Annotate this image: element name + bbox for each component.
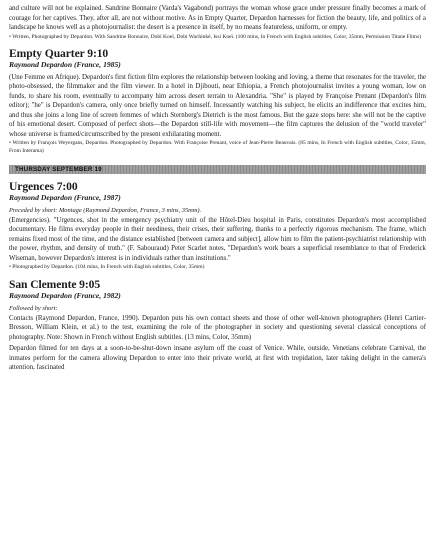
film-credits: • Written by François Weyergans, Depardon. Photographed by Depardon. With Françoise Prenant, voice of Jean-Pierre Beauvais. (85 mins, In French with English subtitles, Color, 35mm, From Interama) — [9, 140, 426, 154]
date-banner: THURSDAY SEPTEMBER 19 — [9, 165, 426, 174]
film-entry-san-clemente — [9, 278, 426, 373]
film-director-line: Raymond Depardon (France, 1987) — [9, 192, 121, 202]
film-description: (Une Femme en Afrique). Depardon's first fiction film explores the relationship between looking and loving, a theme that resonates for the traveler, the photo-obsessed, the filmmaker and the film viewer. In a hotel in Djibouti, near Ethiopia, a French photojournalist invites a young woman, low on funds, to share his room, eventually to accompany him across desert terrain to Alexandria. "She" is played by Françoise Prenant (Depardon's film editor); "he" is Depardon's camera, only once briefly turned on himself. Incessantly watching his subject, he elicits an indifference that excites him, and thus she joins a long line of screen femmes of which Sternberg's Dietrich is the most famous. But the gaze stops here: she will not be the captive of his emotional desert. Composed of perfect shots—the Depardon still-life with movement—the film captures the delusion of the "world traveler" whose universe is framed/circumscribed by the present exhilarating moment. — [9, 73, 426, 138]
intro-section — [9, 4, 426, 41]
film-title: San Clemente 9:05 — [9, 277, 101, 291]
intro-credits: • Written, Photographed by Depardon. With Sandrine Bonnaire, Dobi Koeï, Dobi Wachinké, Issi Koeï. (100 mins, In French with English subtitles, Color, 35mm, Permission Titane Films) — [9, 33, 421, 40]
film-credits: • Photographed by Depardon. (104 mins, In French with English subtitles, Color, 35mm) — [9, 264, 205, 271]
film-title: Urgences 7:00 — [9, 179, 78, 193]
film-title: Empty Quarter 9:10 — [9, 46, 109, 60]
film-director-line: Raymond Depardon (France, 1982) — [9, 290, 121, 300]
followed-by-note: Followed by short: — [9, 304, 58, 312]
film-entry-empty-quarter — [9, 47, 426, 155]
film-description: (Emergencies). "Urgences, shot in the emergency psychiatry unit of the Hôtel-Dieu hospital in Paris, constitutes Depardon's most accomplished documentary. He films everyday people in their neediness, their crises, their suffering, thanks to a perfectly rigorous mechanism. The frame, which remains fixed most of the time, and the distance established [between camera and subject], allow him to film the patient-psychiatrist relationship with the power, rhythm, and density of truth." (F. Sabouraud) Peter Scarlet notes, "Depardon's work bears a superficial resemblance to that of Frederick Wiseman, however Depardon's interest is in individuals rather than institutions." — [9, 216, 426, 262]
preceded-by-note: Preceded by short: Montage (Raymond Depardon, France, 3 mins, 35mm). — [9, 206, 202, 214]
intro-paragraph: and culture will not be explained. Sandrine Bonnaire (Varda's Vagabond) portrays the woman whose grace under pressure finally becomes a mark of courage for her captives. They, after all, are not without motive. As in Empty Quarter, Depardon harnesses for fiction the beauty, life, and politics of a landscape he knows well as a photojournalist: the desert is a presence in itself, by no means featureless, uniform, or empty. — [9, 5, 426, 31]
short-film-description: Contacts (Raymond Depardon, France, 1990). Depardon puts his own contact sheets and those of other well-known photographers (Henri Cartier-Bresson, William Klein, et al.) to the test, examining the role of the photographer in society and questioning several classical conceptions of photography. Note: Shown in French without English subtitles. (13 mins, Color, 35mm) — [9, 314, 426, 341]
film-description: Depardon filmed for ten days at a soon-to-be-shut-down insane asylum off the coast of Venice. While, outside, Venetians celebrate Carnival, the inmates perform for the camera allowing Depardon to enter into their private world, at first with trepidation, later taking delight in the camera's attention, fascinated — [9, 345, 426, 372]
film-entry-urgences — [9, 180, 426, 272]
film-director-line: Raymond Depardon (France, 1985) — [9, 59, 121, 69]
